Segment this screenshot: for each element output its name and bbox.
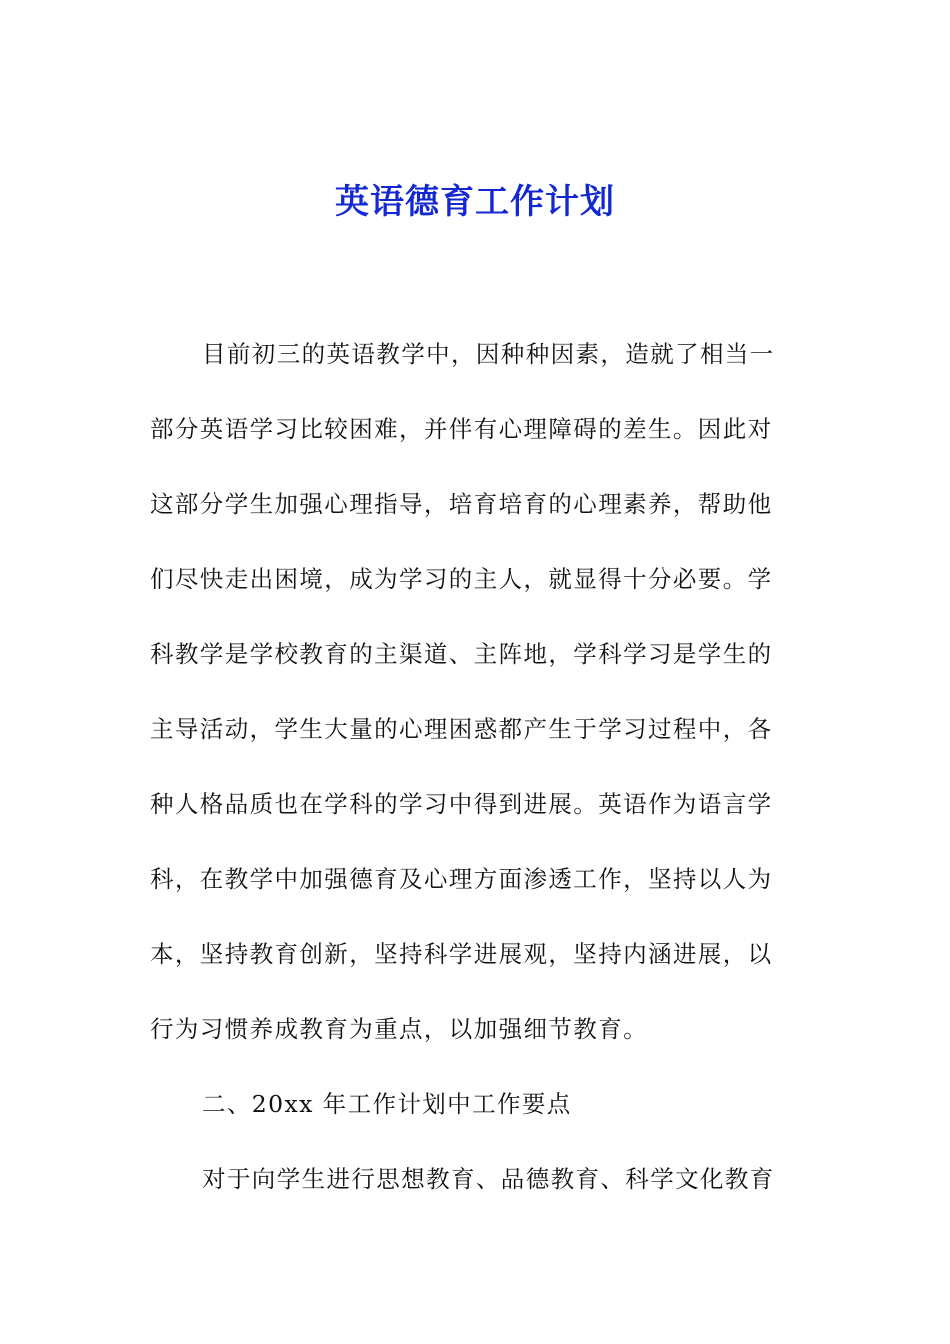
paragraph-line: 这部分学生加强心理指导，培育培育的心理素养，帮助他 [150,490,773,518]
paragraph-line: 主导活动，学生大量的心理困惑都产生于学习过程中，各 [150,715,773,743]
paragraph-line: 科，在教学中加强德育及心理方面渗透工作，坚持以人为 [150,865,773,893]
paragraph-line: 本，坚持教育创新，坚持科学进展观，坚持内涵进展，以 [150,940,773,968]
paragraph-line: 种人格品质也在学科的学习中得到进展。英语作为语言学 [150,790,773,818]
paragraph-line: 行为习惯养成教育为重点，以加强细节教育。 [150,1015,648,1043]
paragraph-line: 科教学是学校教育的主渠道、主阵地，学科学习是学生的 [150,640,773,668]
document-body [150,326,790,1226]
paragraph-line: 们尽快走出困境，成为学习的主人，就显得十分必要。学 [150,565,773,593]
paragraph-line: 目前初三的英语教学中，因种种因素，造就了相当一 [202,340,775,368]
paragraph-line: 部分英语学习比较困难，并伴有心理障碍的差生。因此对 [150,415,773,443]
paragraph-line: 对于向学生进行思想教育、品德教育、科学文化教育 [202,1165,775,1193]
document-title: 英语德育工作计划 [335,182,615,222]
section-heading: 二、20xx 年工作计划中工作要点 [202,1090,572,1118]
